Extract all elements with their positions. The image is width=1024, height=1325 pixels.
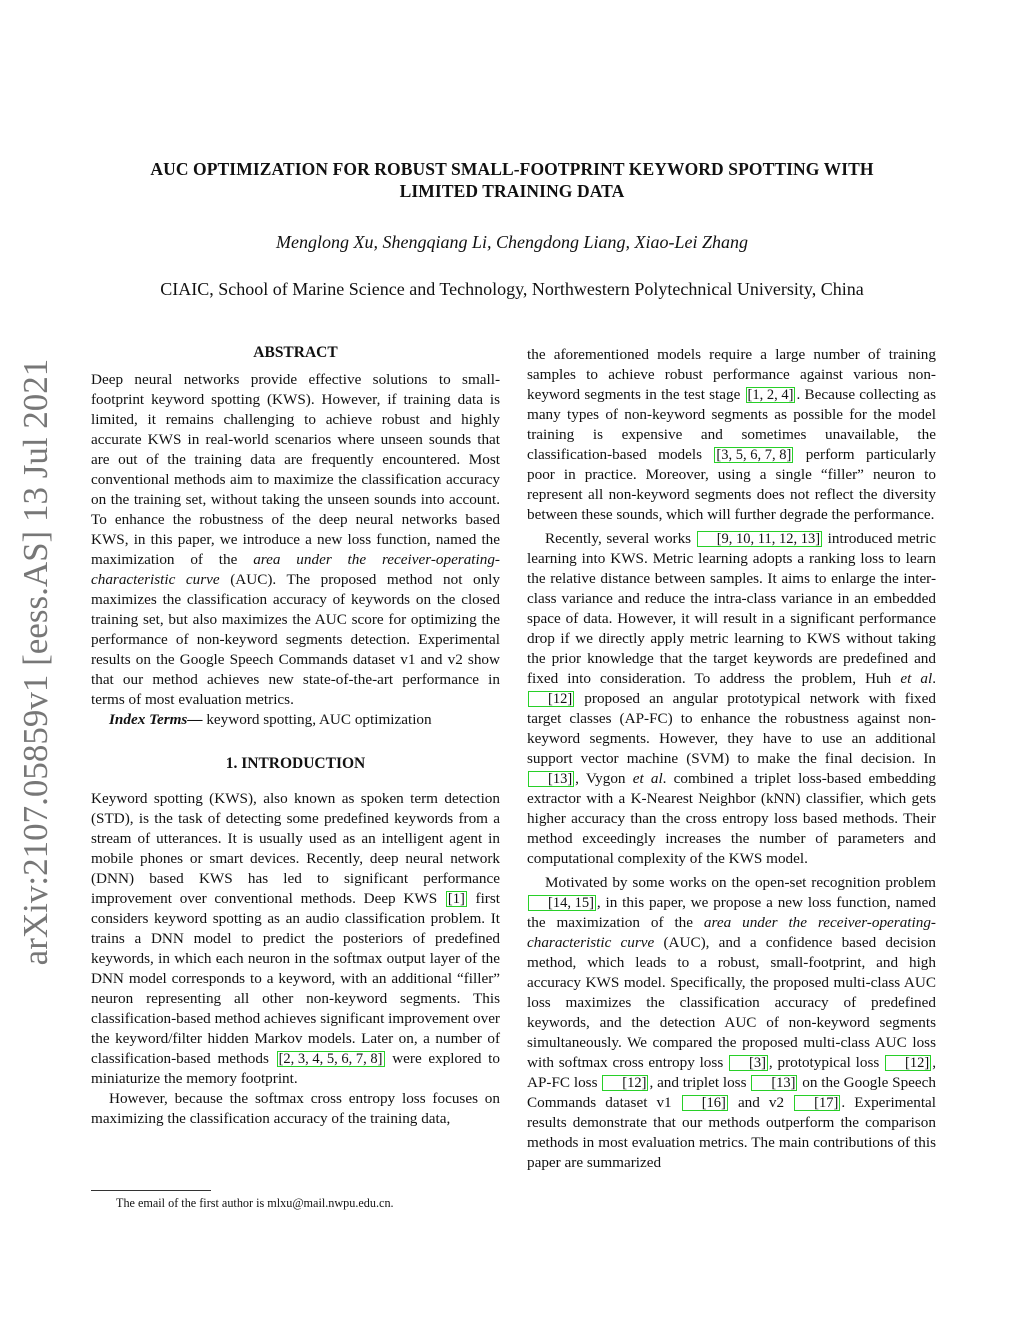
- intro-text-b: first considers keyword spotting as an audio classification problem. It trains a DNN model to predict the posteriors of predefined keywords, in which each neuron in the softmax output layer of the DNN model corresponds to a keyword, with an additional “filler” neuron representing all other non-keyword segments. This classification-based method achieves significant improvement over the keyword/filter hidden Markov models. Later on, a number of classification-based methods: [91, 890, 500, 1067]
- abstract-text: [91, 370, 500, 710]
- intro-paragraph-1: [91, 789, 500, 1089]
- right-paragraph-1: [527, 345, 936, 525]
- right-p3-emphasis: area under the receiver-operating-characteristic curve: [527, 914, 936, 951]
- right-p3-text-a: Motivated by some works on the open-set recognition problem: [545, 874, 936, 891]
- citation-link[interactable]: [3, 5, 6, 7, 8]: [716, 447, 792, 463]
- citation-link[interactable]: [1, 2, 4]: [747, 387, 794, 403]
- right-p2-text-d: proposed an angular prototypical network with fixed target classes (AP-FC) to enhance the robustness against non-keyword segments. However, they have to use an additional support vector machine (SVM) to make the final decision. In: [527, 690, 936, 767]
- intro-text-a: Keyword spotting (KWS), also known as spoken term detection (STD), is the task of detecting some predefined keywords from a stream of utterances. It is usually used as an intelligent agent in mobile phones or smart devices. Recently, deep neural network (DNN) based KWS has led to significant performance improvement over conventional methods. Deep KWS: [91, 790, 500, 907]
- right-p2-text-c: .: [932, 670, 936, 687]
- footnote: The email of the first author is mlxu@mail.nwpu.edu.cn.: [116, 1196, 394, 1210]
- intro-text-c: were explored to miniaturize the memory footprint.: [91, 1050, 500, 1087]
- citation-link[interactable]: [16]: [682, 1095, 728, 1111]
- citation-link[interactable]: [14, 15]: [528, 895, 596, 911]
- citation-link[interactable]: [12]: [602, 1075, 648, 1091]
- introduction-heading: 1. INTRODUCTION: [225, 755, 366, 772]
- et-al-italic: et al: [900, 670, 933, 687]
- right-p3-text-h: and v2: [728, 1094, 794, 1111]
- index-terms-text: keyword spotting, AUC optimization: [202, 711, 432, 728]
- right-p3-text-i: . Experimental results demonstrate that our methods outperform the comparison methods in most evaluation metrics. The main contributions of this paper are summarized: [527, 1094, 937, 1171]
- right-p3-text-b: , in this paper, we propose a new loss function, named the maximization of the: [527, 894, 936, 931]
- right-column: [527, 345, 936, 1173]
- title-line-2: LIMITED TRAINING DATA: [399, 181, 625, 201]
- right-p3-text-g: on the Google Speech Commands dataset v1: [527, 1074, 936, 1111]
- citation-link[interactable]: [3]: [729, 1055, 768, 1071]
- abstract-text-b: (AUC). The proposed method not only maximizes the classification accuracy of keywords on the closed training set, but also maximizes the AUC score for optimizing the performance of non-keyword segments detection. Experimental results on the Google Speech Commands dataset v1 and v2 show that our method achieves new state-of-the-art performance in terms of most evaluation metrics.: [91, 571, 500, 708]
- citation-link[interactable]: [17]: [794, 1095, 840, 1111]
- right-p3-text-e: , AP-FC loss: [527, 1054, 936, 1091]
- abstract-heading: ABSTRACT: [253, 344, 338, 361]
- affiliation: CIAIC, School of Marine Science and Technology, Northwestern Polytechnical University, China: [160, 279, 864, 299]
- title-line-1: AUC OPTIMIZATION FOR ROBUST SMALL-FOOTPRINT KEYWORD SPOTTING WITH: [150, 159, 874, 179]
- right-p2-text-b: introduced metric learning into KWS. Metric learning adopts a ranking loss to learn the relative distance between samples. It aims to enlarge the inter-class variance and reduce the intra-class variance in an embedded space of data. However, it will result in a significant performance drop if we directly apply metric learning to KWS without taking the prior knowledge that the target keywords are predefined and fixed into consideration. To address the problem, Huh: [527, 530, 936, 687]
- footnote-rule: [91, 1190, 211, 1191]
- citation-link[interactable]: [9, 10, 11, 12, 13]: [697, 531, 822, 547]
- right-p1-text-a: the aforementioned models require a large number of training samples to achieve robust performance against various non-keyword segments in the test stage: [527, 346, 936, 403]
- right-p1-text-b: . Because collecting as many types of non-keyword segments as possible for the model training is expensive and sometimes unavailable, the classification-based models: [527, 386, 937, 463]
- intro-paragraph-2: However, because the softmax cross entropy loss focuses on maximizing the classification accuracy of the training data,: [91, 1090, 500, 1127]
- index-terms: [91, 710, 500, 730]
- citation-link[interactable]: [2, 3, 4, 5, 6, 7, 8]: [278, 1051, 383, 1067]
- left-column: [91, 343, 500, 1129]
- author-list: Menglong Xu, Shengqiang Li, Chengdong Liang, Xiao-Lei Zhang: [276, 232, 748, 252]
- right-p2-text-e: , Vygon: [575, 770, 633, 787]
- citation-link[interactable]: [13]: [528, 771, 574, 787]
- citation-link[interactable]: [13]: [751, 1075, 797, 1091]
- right-p2-text-a: Recently, several works: [545, 530, 696, 547]
- right-p3-text-d: , prototypical loss: [768, 1054, 885, 1071]
- citation-link[interactable]: [12]: [885, 1055, 931, 1071]
- paper-title: [80, 158, 944, 202]
- abstract-text-a: Deep neural networks provide effective solutions to small-footprint keyword spotting (KWS). However, if training data is limited, it remains challenging to achieve robust and highly accurate KWS in real-world scenarios where unseen sounds that are out of the training data are frequently encountered. Most conventional methods aim to maximize the classification accuracy on the training set, without taking the unseen sounds into account. To enhance the robustness of the deep neural networks based KWS, in this paper, we introduce a new loss function, named the maximization of the: [91, 371, 500, 568]
- arxiv-stamp: arXiv:2107.05859v1 [eess.AS] 13 Jul 2021: [16, 358, 55, 966]
- citation-link[interactable]: [12]: [528, 691, 574, 707]
- right-p1-text-c: perform particularly poor in practice. Moreover, using a single “filler” neuron to represent all non-keyword segments does not reflect the diversity between these sounds, which will further degrade the performance.: [527, 446, 936, 523]
- right-p3-text-f: , and triplet loss: [649, 1074, 751, 1091]
- right-p3-text-c: (AUC), and a confidence based decision method, which leads to a robust, small-footprint, and high accuracy KWS model. Specifically, the proposed multi-class AUC loss maximizes the classification accuracy of predefined keywords, and the detection AUC of non-keyword segments simultaneously. We compared the proposed multi-class AUC loss with softmax cross entropy loss: [527, 934, 936, 1071]
- right-p2-text-f: . combined a triplet loss-based embedding extractor with a K-Nearest Neighbor (kNN) classifier, which gets higher accuracy than the cross entropy loss based methods. Their method exceedingly increases the number of parameters and computational complexity of the KWS model.: [527, 770, 937, 867]
- index-terms-label: Index Terms—: [109, 711, 203, 728]
- citation-link[interactable]: [1]: [447, 891, 465, 907]
- et-al-italic: et al: [632, 770, 663, 787]
- right-paragraph-2: [527, 529, 936, 869]
- abstract-text-emphasis: area under the receiver-operating-characteristic curve: [91, 551, 500, 588]
- right-paragraph-3: [527, 873, 936, 1173]
